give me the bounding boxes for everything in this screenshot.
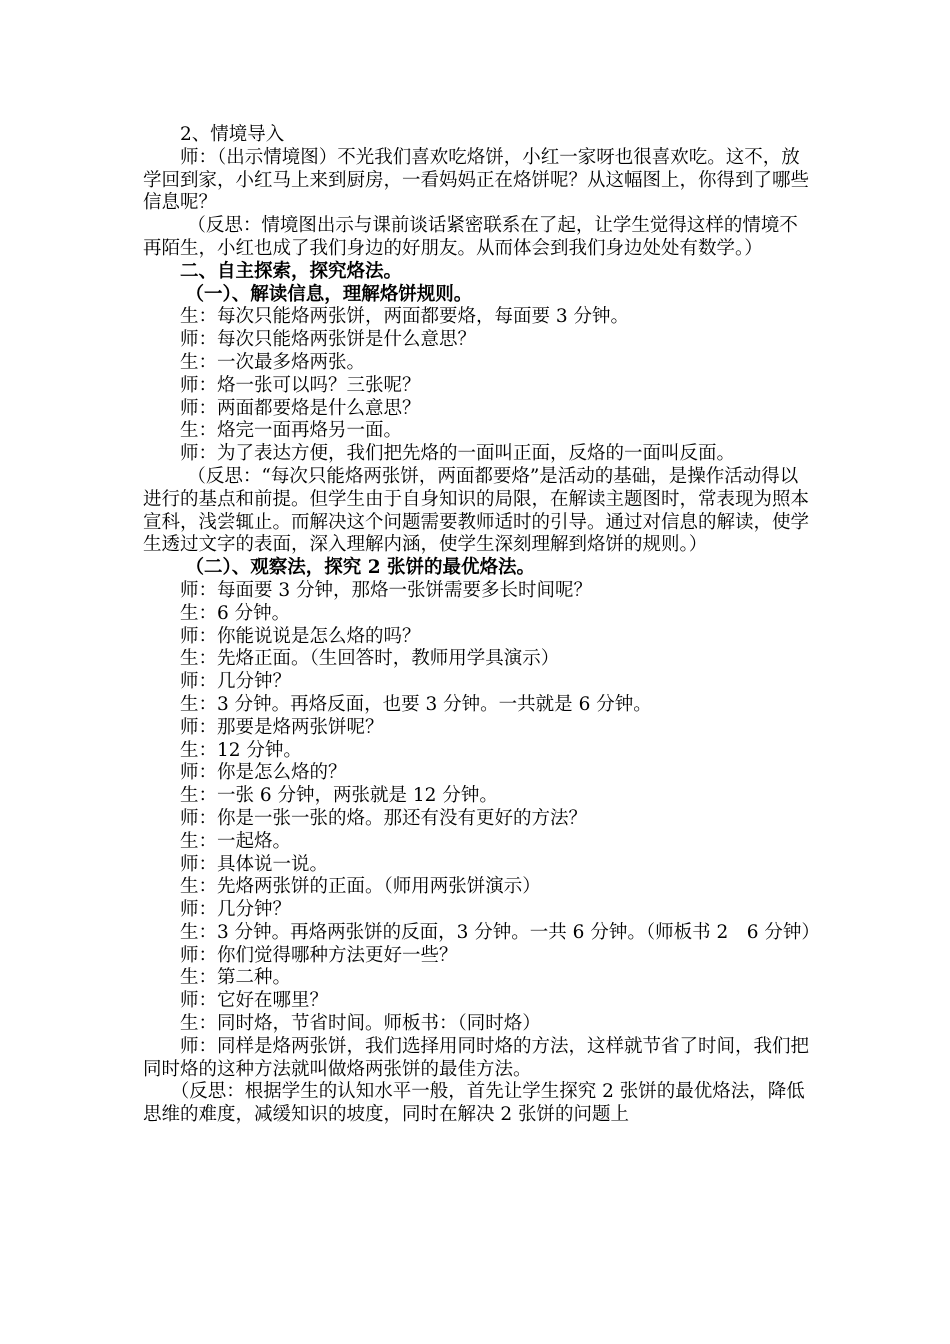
dialogue-line: 生：同时烙，节省时间。师板书：（同时烙）: [180, 1013, 541, 1035]
dialogue-line: 师：那要是烙两张饼呢？: [180, 716, 384, 738]
dialogue-line: 师：同样是烙两张饼，我们选择用同时烙的方法，这样就节省了时间，我们把同时烙的这种方法就叫做烙两张饼的最佳方法。: [143, 1035, 810, 1080]
dialogue-line: 师：几分钟？: [180, 899, 292, 921]
dialogue-line: 师：具体说一说。: [180, 853, 329, 875]
dialogue-line: 生：3 分钟。再烙两张饼的反面，3 分钟。一共 6 分钟。（师板书 2 6 分钟）: [180, 921, 820, 943]
subsection-heading-1: （一）、解读信息，理解烙饼规则。: [185, 283, 473, 305]
dialogue-line: 生：一次最多烙两张。: [180, 351, 366, 373]
dialogue-line: 师：烙一张可以吗？三张呢？: [180, 374, 421, 396]
paragraph-reflection-2: （反思：“每次只能烙两张饼，两面都要烙”是活动的基础，是操作活动得以进行的基点和前提。但学生由于自身知识的局限，在解读主题图时，常表现为照本宣科，浅尝辄止。而解决这个问题需要教师适时的引导。通过对信息的解读，使学生透过文字的表面，深入理解内涵，使学生深刻理解到烙饼的规则。）: [143, 465, 810, 556]
subsection-heading-2: （二）、观察法，探究 2 张饼的最优烙法。: [185, 557, 536, 579]
dialogue-line: 生：烙完一面再烙另一面。: [180, 420, 403, 442]
paragraph-reflection-1: （反思：情境图出示与课前谈话紧密联系在了起，让学生觉得这样的情境不再陌生，小红也成了我们身边的好朋友。从而体会到我们身边处处有数学。）: [143, 215, 798, 259]
dialogue-line: 师：你是一张一张的烙。那还有没有更好的方法？: [180, 807, 588, 829]
dialogue-line: 生：第二种。: [180, 967, 292, 989]
dialogue-line: 生：一起烙。: [180, 830, 292, 852]
dialogue-line: 生：6 分钟。: [180, 602, 291, 624]
dialogue-line: 师：每次只能烙两张饼是什么意思？: [180, 329, 477, 351]
dialogue-line: 师：每面要 3 分钟，那烙一张饼需要多长时间呢？: [180, 579, 593, 601]
dialogue-line: 师：两面都要烙是什么意思？: [180, 397, 421, 419]
paragraph-reflection-3: （反思：根据学生的认知水平一般，首先让学生探究 2 张饼的最优烙法，降低思维的难度，减缓知识的坡度，同时在解决 2 张饼的问题上: [143, 1081, 805, 1126]
dialogue-line: 师：你们觉得哪种方法更好一些？: [180, 944, 458, 966]
dialogue-line: 师：它好在哪里？: [180, 990, 329, 1012]
dialogue-line: 生：一张 6 分钟，两张就是 12 分钟。: [180, 785, 498, 807]
dialogue-line: 生：每次只能烙两张饼，两面都要烙，每面要 3 分钟。: [180, 306, 630, 328]
dialogue-line: 师：为了表达方便，我们把先烙的一面叫正面，反烙的一面叫反面。: [180, 443, 736, 465]
dialogue-line: 师：你是怎么烙的？: [180, 762, 347, 784]
document-body: [143, 124, 820, 1127]
dialogue-line: 师：你能说说是怎么烙的吗？: [180, 625, 421, 647]
dialogue-line: 生：先烙两张饼的正面。（师用两张饼演示）: [180, 876, 541, 898]
dialogue-line: 师：几分钟？: [180, 671, 292, 693]
dialogue-line: 生：先烙正面。（生回答时，教师用学具演示）: [180, 648, 560, 670]
section-heading-explore: 二、自主探索，探究烙法。: [180, 260, 403, 282]
paragraph-teacher-intro: 师：（出示情境图）不光我们喜欢吃烙饼，小红一家呀也很喜欢吃。这不，放学回到家，小红马上来到厨房，一看妈妈正在烙饼呢？从这幅图上，你得到了哪些信息呢？: [143, 146, 810, 214]
dialogue-line: 生：12 分钟。: [180, 739, 302, 761]
section-heading-situation: 2、情境导入: [180, 124, 285, 145]
dialogue-line: 生：3 分钟。再烙反面，也要 3 分钟。一共就是 6 分钟。: [180, 693, 652, 715]
